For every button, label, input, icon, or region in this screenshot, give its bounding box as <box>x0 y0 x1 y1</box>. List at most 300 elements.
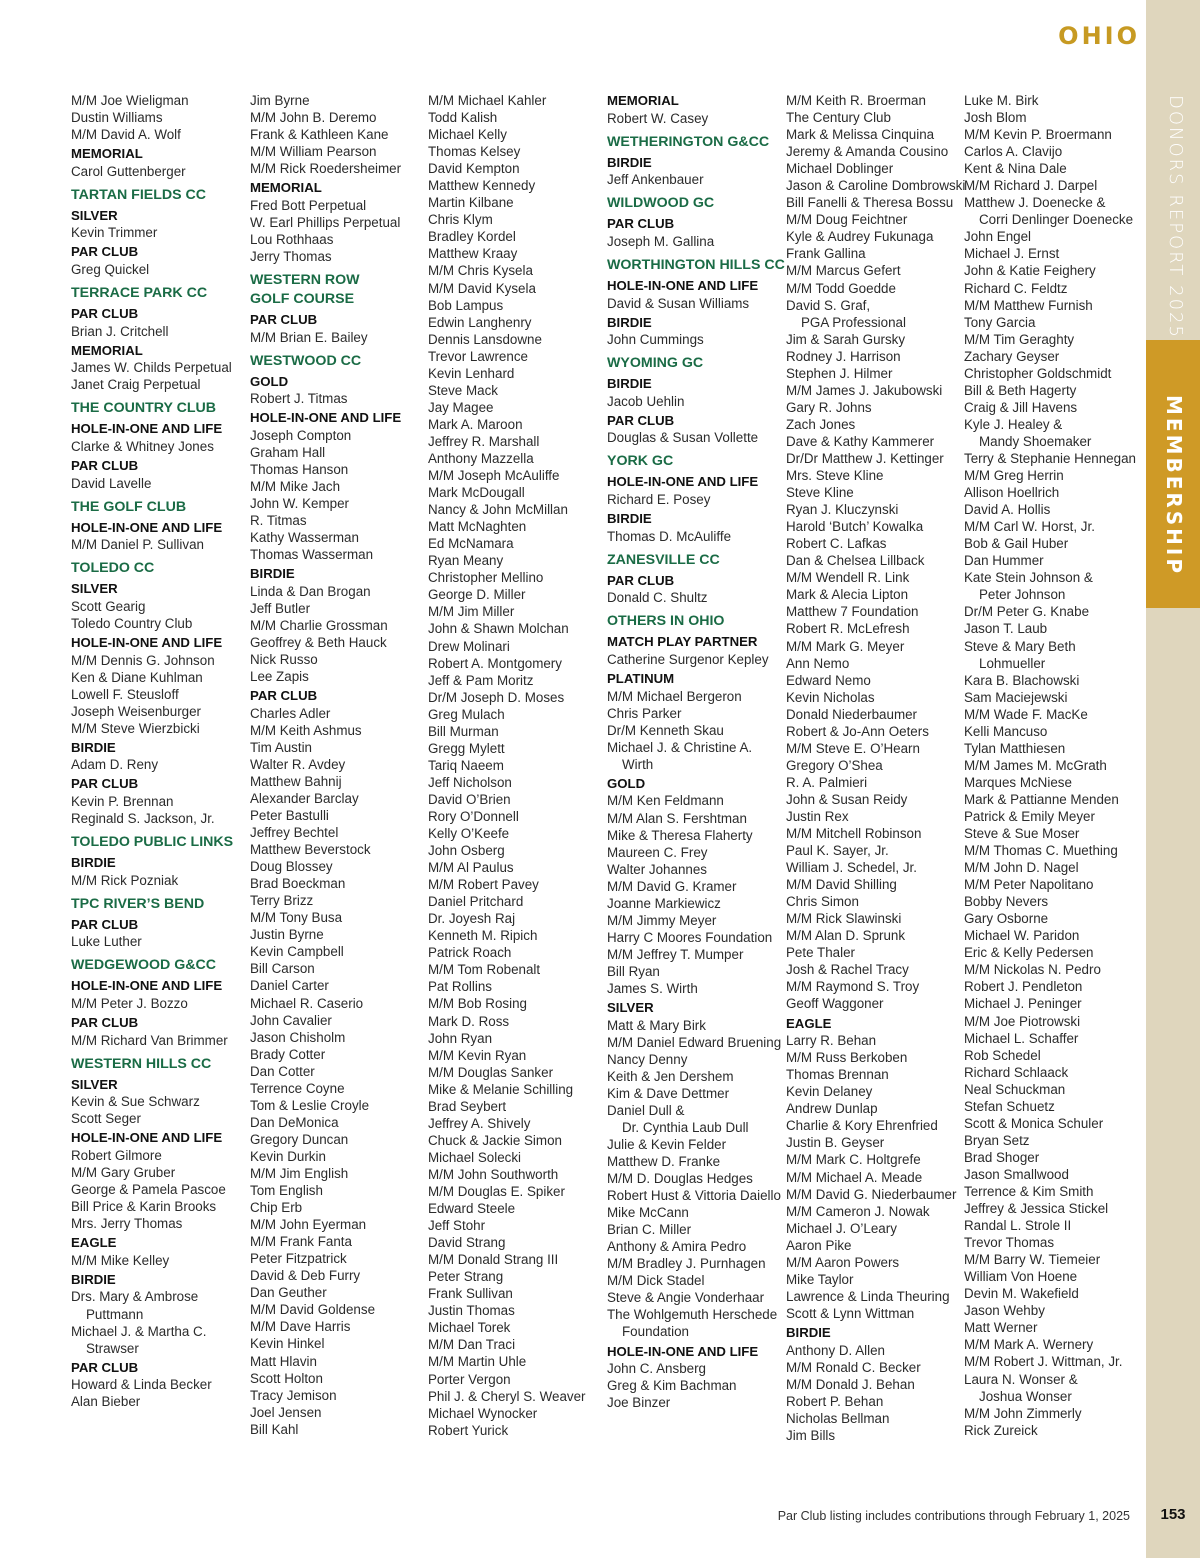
donor-name: R. A. Palmieri <box>786 774 868 790</box>
donor-name: Luke M. Birk <box>964 93 1039 108</box>
donor-name: Rory O’Donnell <box>428 808 519 824</box>
donor-name: John & Shawn Molchan <box>428 621 569 637</box>
donor-name: Drew Molinari <box>428 638 510 654</box>
donor-name-continued: Corri Denlinger Doenecke <box>979 212 1134 228</box>
donor-name: Bobby Nevers <box>964 894 1049 910</box>
donor-name: Jerry Thomas <box>250 248 332 264</box>
donor-name: Robert P. Behan <box>786 1393 884 1409</box>
donor-name: Janet Craig Perpetual <box>71 377 201 393</box>
giving-level-heading: PAR CLUB <box>250 688 318 704</box>
donor-name-continued: Joshua Wonser <box>979 1388 1072 1404</box>
donor-name: M/M John B. Deremo <box>250 110 377 126</box>
donor-name: Joseph Compton <box>250 427 352 443</box>
donor-name: Chip Erb <box>250 1200 303 1216</box>
donor-name: Geoff Waggoner <box>786 996 884 1012</box>
donor-name: M/M Rick Pozniak <box>71 872 179 888</box>
donor-name: Dan Hummer <box>964 553 1044 569</box>
donor-name-continued: Dr. Cynthia Laub Dull <box>622 1119 749 1135</box>
donor-name: M/M Joseph McAuliffe <box>428 468 560 484</box>
donor-name: Mike & Theresa Flaherty <box>607 827 753 843</box>
donor-name: M/M Rick Slawinski <box>786 911 902 927</box>
giving-level-heading: PAR CLUB <box>71 1015 139 1031</box>
donor-name: Harold ‘Butch’ Kowalka <box>786 519 924 535</box>
donor-name: Alexander Barclay <box>250 790 359 806</box>
club-heading: WYOMING GC <box>607 355 704 372</box>
donor-name: M/M Ken Feldmann <box>607 793 724 809</box>
donor-name: Michael J. Peninger <box>964 996 1082 1012</box>
donor-name: Graham Hall <box>250 444 326 460</box>
donor-name: M/M Douglas E. Spiker <box>428 1184 565 1199</box>
club-heading: WETHERINGTON G&CC <box>607 133 770 150</box>
donor-name: Robert & Jo-Ann Oeters <box>786 723 929 739</box>
donor-name: M/M Dave Harris <box>250 1319 351 1335</box>
donor-name: Lee Zapis <box>250 669 309 685</box>
donor-name: Justin B. Geyser <box>786 1135 885 1151</box>
donor-name: Marques McNiese <box>964 774 1072 790</box>
donor-name: Trevor Lawrence <box>428 348 528 364</box>
donor-name: M/M Jimmy Meyer <box>607 912 717 928</box>
donor-name: Dr/M Peter G. Knabe <box>964 604 1090 620</box>
donor-name: Michael Kelly <box>428 127 507 143</box>
donor-name: Phil J. & Cheryl S. Weaver <box>428 1388 586 1404</box>
donor-name: John C. Ansberg <box>607 1361 707 1377</box>
donor-name: Christopher Mellino <box>428 570 544 586</box>
donor-name: Kevin Campbell <box>250 944 344 960</box>
donor-name: Toledo Country Club <box>71 615 193 631</box>
donor-name: Bryan Setz <box>964 1132 1030 1148</box>
donor-name: Donald Niederbaumer <box>786 706 918 722</box>
donor-name: Greg Quickel <box>71 262 150 278</box>
donor-name: David & Deb Furry <box>250 1268 361 1284</box>
donor-name: M/M Bob Rosing <box>428 996 527 1012</box>
donor-name: Kelli Mancuso <box>964 723 1048 739</box>
donor-name: Nick Russo <box>250 652 318 668</box>
donor-name: Mark & Melissa Cinquina <box>786 127 935 143</box>
donor-name: M/M Joe Piotrowski <box>964 1013 1081 1029</box>
donor-name: Dr/M Kenneth Skau <box>607 722 724 738</box>
donor-name: Ann Nemo <box>786 655 850 671</box>
donor-name: Frank Sullivan <box>428 1286 513 1302</box>
donor-name: Peter Fitzpatrick <box>250 1251 347 1267</box>
donor-name: Pete Thaler <box>786 945 855 961</box>
donor-name: Edward Nemo <box>786 672 871 688</box>
donor-name: William J. Schedel, Jr. <box>786 860 917 876</box>
donor-name: M/M Dan Traci <box>428 1337 516 1353</box>
donor-name: John W. Kemper <box>250 496 349 512</box>
donor-name: Dustin Williams <box>71 110 163 126</box>
donor-name: Michael Doblinger <box>786 161 894 177</box>
giving-level-heading: BIRDIE <box>607 376 652 392</box>
donor-name: Richard E. Posey <box>607 492 711 508</box>
donor-name: Paul K. Sayer, Jr. <box>786 843 889 859</box>
donor-name: Jeff Butler <box>250 600 311 616</box>
donor-name: Devin M. Wakefield <box>964 1286 1079 1302</box>
donor-name: Brad Boeckman <box>250 876 346 892</box>
donor-name: John Cavalier <box>250 1012 332 1028</box>
donor-name: Justin Thomas <box>428 1303 515 1319</box>
donor-name: Richard Schlaack <box>964 1064 1069 1080</box>
donor-name: M/M Raymond S. Troy <box>786 979 920 995</box>
donor-name: Michael J. Ernst <box>964 246 1060 262</box>
donor-name: Robert Hust & Vittoria Daiello <box>607 1188 781 1204</box>
donor-name: Bill Kahl <box>250 1421 299 1437</box>
donor-name: Edward Steele <box>428 1201 516 1217</box>
donor-name: Catherine Surgenor Kepley <box>607 652 769 667</box>
giving-level-heading: BIRDIE <box>71 855 116 871</box>
donor-name: Robert J. Titmas <box>250 391 348 407</box>
club-heading: THE GOLF CLUB <box>71 498 187 515</box>
donor-name: M/M Donald Strang III <box>428 1252 559 1268</box>
donor-name: David O’Brien <box>428 791 511 807</box>
donor-name: Jim Bills <box>786 1427 836 1443</box>
donor-name: Tom & Leslie Croyle <box>250 1097 370 1113</box>
donor-name: Frank & Kathleen Kane <box>250 127 389 143</box>
donor-column-3 <box>428 92 604 1439</box>
donor-name: M/M Aaron Powers <box>786 1254 900 1270</box>
giving-level-heading: PAR CLUB <box>71 916 139 932</box>
donor-name: Mark & Pattianne Menden <box>964 791 1119 807</box>
donor-name: Adam D. Reny <box>71 757 159 773</box>
donor-name: Dan Cotter <box>250 1063 315 1079</box>
donor-name: Robert Gilmore <box>71 1148 162 1163</box>
donor-name: Matthew 7 Foundation <box>786 604 919 620</box>
donor-name: M/M Kevin Ryan <box>428 1047 527 1063</box>
donor-name: Jacob Uehlin <box>607 393 685 409</box>
donor-name: Matthew Beverstock <box>250 842 371 858</box>
giving-level-heading: HOLE-IN-ONE AND LIFE <box>607 277 759 293</box>
donor-name: Justin Byrne <box>250 927 324 943</box>
giving-level-heading: HOLE-IN-ONE AND LIFE <box>71 978 223 994</box>
donor-name: Chris Parker <box>607 705 682 721</box>
donor-name: David S. Graf, <box>786 297 871 313</box>
donor-name: Ed McNamara <box>428 536 514 552</box>
donor-name: Dennis Lansdowne <box>428 331 542 347</box>
donor-name: Kara B. Blachowski <box>964 672 1080 688</box>
donor-name: Matthew Kennedy <box>428 178 536 194</box>
donor-name: M/M Mark A. Wernery <box>964 1337 1094 1353</box>
club-heading: ZANESVILLE CC <box>607 551 720 568</box>
donor-name: Brady Cotter <box>250 1046 326 1062</box>
donor-name: M/M James J. Jakubowski <box>786 382 943 398</box>
donor-name: Jason Smallwood <box>964 1166 1069 1182</box>
giving-level-heading: EAGLE <box>71 1235 117 1251</box>
donor-name: M/M Charlie Grossman <box>250 617 388 633</box>
donor-name: Matthew D. Franke <box>607 1154 721 1169</box>
donor-name: Scott & Monica Schuler <box>964 1115 1104 1131</box>
giving-level-heading: PAR CLUB <box>71 776 139 792</box>
donor-name: M/M David A. Wolf <box>71 127 181 143</box>
donor-name: Bob Lampus <box>428 297 504 313</box>
donor-name: M/M Martin Uhle <box>428 1354 527 1370</box>
donor-name: M/M Keith R. Broerman <box>786 93 926 108</box>
donor-name: The Century Club <box>786 110 891 126</box>
donor-name: M/M Carl W. Horst, Jr. <box>964 519 1095 535</box>
donor-name: Lowell F. Steusloff <box>71 686 179 702</box>
donor-name: M/M James M. McGrath <box>964 757 1107 773</box>
donor-name: Fred Bott Perpetual <box>250 197 367 213</box>
donor-name: Dan & Chelsea Lillback <box>786 553 925 569</box>
donor-name: M/M Alan D. Sprunk <box>786 928 906 944</box>
donor-column-2 <box>250 92 426 1438</box>
donor-name: Laura N. Wonser & <box>964 1371 1078 1387</box>
donor-name: Kyle & Audrey Fukunaga <box>786 229 934 245</box>
donor-name: M/M Todd Goedde <box>786 280 896 296</box>
donor-name: Robert J. Pendleton <box>964 979 1083 995</box>
donor-name: Josh Blom <box>964 110 1027 126</box>
donor-name: Edwin Langhenry <box>428 314 532 330</box>
donor-name: Thomas Hanson <box>250 461 349 477</box>
donor-name: Douglas & Susan Vollette <box>607 430 759 446</box>
donor-name: Terry & Stephanie Hennegan <box>964 450 1136 466</box>
donor-name: Jim & Sarah Gursky <box>786 331 906 347</box>
donor-name: Lou Rothhaas <box>250 231 334 247</box>
donor-name: Porter Vergon <box>428 1371 511 1387</box>
donor-name: Tylan Matthiesen <box>964 740 1066 756</box>
donor-name: M/M Jeffrey T. Mumper <box>607 946 744 962</box>
donor-name: Tim Austin <box>250 739 313 755</box>
donor-name: Michael W. Paridon <box>964 928 1080 944</box>
donor-name: Daniel Carter <box>250 978 329 994</box>
donor-name: M/M Dennis G. Johnson <box>71 652 215 668</box>
donor-name: Steve & Mary Beth <box>964 638 1076 654</box>
donor-name: Anthony Mazzella <box>428 450 534 466</box>
donor-name-continued: Lohmueller <box>979 655 1046 671</box>
giving-level-heading: HOLE-IN-ONE AND LIFE <box>71 519 223 535</box>
donor-name: Robert A. Montgomery <box>428 655 562 671</box>
donor-name: Patrick & Emily Meyer <box>964 808 1095 824</box>
club-heading: TARTAN FIELDS CC <box>71 186 207 203</box>
donor-name: M/M Al Paulus <box>428 860 514 876</box>
giving-level-heading: PAR CLUB <box>71 458 139 474</box>
donor-name: M/M Marcus Gefert <box>786 263 901 279</box>
donor-name: David Kempton <box>428 161 520 177</box>
giving-level-heading: BIRDIE <box>607 511 652 527</box>
donor-name: Kevin Delaney <box>786 1084 873 1100</box>
donor-name: Joseph Weisenburger <box>71 703 202 719</box>
donor-name: Bill Price & Karin Brooks <box>71 1199 217 1215</box>
donor-name: Daniel Pritchard <box>428 894 524 910</box>
donor-name: Kent & Nina Dale <box>964 161 1067 177</box>
donor-name: Kevin P. Brennan <box>71 794 174 810</box>
donor-name: Robert W. Casey <box>607 110 709 126</box>
donor-name: Robert C. Lafkas <box>786 536 887 552</box>
donor-name: Bill Ryan <box>607 963 660 979</box>
donor-name: Julie & Kevin Felder <box>607 1136 727 1152</box>
donor-name: M/M Steve Wierzbicki <box>71 720 200 736</box>
donor-name: Chuck & Jackie Simon <box>428 1132 562 1148</box>
donor-name: Mark & Alecia Lipton <box>786 587 909 603</box>
donor-name: Terrence Coyne <box>250 1080 345 1096</box>
donor-name: Jason T. Laub <box>964 621 1048 637</box>
donor-name: Steve & Sue Moser <box>964 826 1080 842</box>
giving-level-heading: HOLE-IN-ONE AND LIFE <box>250 410 402 426</box>
giving-level-heading: PAR CLUB <box>250 312 318 328</box>
donor-name: Thomas Wasserman <box>250 547 374 563</box>
donor-name: Brad Seybert <box>428 1098 507 1114</box>
donor-name: M/M Mike Kelley <box>71 1252 170 1268</box>
donor-name: Mike & Melanie Schilling <box>428 1081 574 1097</box>
donor-name: M/M Mitchell Robinson <box>786 826 922 842</box>
donor-name: Jay Magee <box>428 399 494 415</box>
donor-name: Zach Jones <box>786 416 856 432</box>
donor-name: M/M Mark C. Holtgrefe <box>786 1152 921 1168</box>
donor-name: Harry C Moores Foundation <box>607 929 773 945</box>
donor-name: Anthony D. Allen <box>786 1342 886 1358</box>
donor-name: Patrick Roach <box>428 945 512 961</box>
donor-name: Jason Chisholm <box>250 1029 346 1045</box>
club-heading: WEDGEWOOD G&CC <box>71 957 217 974</box>
donor-name: Brian C. Miller <box>607 1222 692 1238</box>
donor-name: Josh & Rachel Tracy <box>786 962 909 978</box>
donor-name: Craig & Jill Havens <box>964 399 1078 415</box>
giving-level-heading: BIRDIE <box>607 154 652 170</box>
donor-name: Larry R. Behan <box>786 1033 877 1049</box>
donor-name: Bill Carson <box>250 961 315 977</box>
donor-name: Kevin Nicholas <box>786 689 875 705</box>
page-number: 153 <box>1160 1506 1186 1523</box>
donor-name: Michael J. & Martha C. <box>71 1323 207 1339</box>
donor-name: M/M Alan S. Fershtman <box>607 810 747 826</box>
donor-name: Reginald S. Jackson, Jr. <box>71 811 215 827</box>
donor-name: Kevin Hinkel <box>250 1336 325 1352</box>
giving-level-heading: MEMORIAL <box>250 180 322 196</box>
giving-level-heading: HOLE-IN-ONE AND LIFE <box>71 635 223 650</box>
giving-level-heading: BIRDIE <box>71 739 116 755</box>
donor-name: Richard C. Feldtz <box>964 280 1068 296</box>
donor-name: Michael Torek <box>428 1320 511 1336</box>
donor-name: R. Titmas <box>250 513 307 529</box>
donor-name: M/M Steve E. O’Hearn <box>786 740 920 756</box>
donor-column-4 <box>607 92 783 1411</box>
donor-name: Rob Schedel <box>964 1047 1041 1063</box>
donor-name: Doug Blossey <box>250 859 333 875</box>
donor-name: Clarke & Whitney Jones <box>71 438 214 454</box>
donor-name: Mark A. Maroon <box>428 416 523 432</box>
donor-name: Steve Mack <box>428 382 498 398</box>
donor-name: Kevin Trimmer <box>71 225 158 241</box>
donor-name: Ryan J. Kluczynski <box>786 502 899 518</box>
donor-name: M/M John Eyerman <box>250 1217 367 1233</box>
donor-name: Dr/M Joseph D. Moses <box>428 689 565 705</box>
donor-name: W. Earl Phillips Perpetual <box>250 214 401 230</box>
donor-name: Ken & Diane Kuhlman <box>71 669 203 685</box>
donor-name: Pat Rollins <box>428 979 493 995</box>
donor-name: M/M Cameron J. Nowak <box>786 1203 930 1219</box>
donor-name: M/M Michael Bergeron <box>607 688 742 704</box>
donor-name: Rick Zureick <box>964 1422 1038 1438</box>
donor-name: Gregory O’Shea <box>786 757 883 773</box>
donor-name: Matthew Bahnij <box>250 773 342 789</box>
donor-name: Mrs. Steve Kline <box>786 468 884 484</box>
donor-name: Daniel Dull & <box>607 1102 685 1118</box>
donor-name: John & Katie Feighery <box>964 263 1096 279</box>
donor-name: Linda & Dan Brogan <box>250 583 371 599</box>
donor-name: M/M Thomas C. Muething <box>964 843 1118 859</box>
donor-name: Gregg Mylett <box>428 740 505 756</box>
donor-name: M/M Tim Geraghty <box>964 331 1075 347</box>
donor-name: Michael J. O’Leary <box>786 1220 897 1236</box>
giving-level-heading: BIRDIE <box>250 566 295 582</box>
donor-name: Stefan Schuetz <box>964 1098 1055 1114</box>
donor-name: Matt Werner <box>964 1320 1038 1336</box>
giving-level-heading: MEMORIAL <box>71 146 143 162</box>
donor-name: Kate Stein Johnson & <box>964 570 1093 586</box>
donor-name: M/M Frank Fanta <box>250 1234 352 1250</box>
giving-level-heading: HOLE-IN-ONE AND LIFE <box>71 1130 223 1146</box>
donor-name: Joel Jensen <box>250 1404 322 1420</box>
donor-name: Steve & Angie Vonderhaar <box>607 1290 765 1306</box>
donor-name: M/M David Kysela <box>428 280 536 296</box>
donor-name: M/M Keith Ashmus <box>250 722 362 738</box>
donor-name: M/M Donald J. Behan <box>786 1376 915 1392</box>
club-heading: TPC RIVER’S BEND <box>71 895 205 912</box>
donor-name: Terrence & Kim Smith <box>964 1184 1094 1199</box>
giving-level-heading: BIRDIE <box>607 314 652 330</box>
donor-name: Michael L. Schaffer <box>964 1030 1079 1046</box>
donor-name: Scott Gearig <box>71 598 146 614</box>
donor-name: Terry Brizz <box>250 893 314 909</box>
donor-name: M/M Barry W. Tiemeier <box>964 1252 1101 1268</box>
club-heading: GOLF COURSE <box>250 291 355 308</box>
donor-name: Mrs. Jerry Thomas <box>71 1216 183 1232</box>
donor-name: M/M William Pearson <box>250 144 377 160</box>
donor-name: M/M Ronald C. Becker <box>786 1359 921 1375</box>
giving-level-heading: BIRDIE <box>71 1271 116 1287</box>
donor-name: Thomas Kelsey <box>428 144 521 160</box>
giving-level-heading: BIRDIE <box>786 1324 831 1340</box>
donor-name: M/M Mike Jach <box>250 479 341 495</box>
donor-name: M/M Joe Wieligman <box>71 93 189 108</box>
donor-column-1 <box>71 92 247 1410</box>
giving-level-heading: GOLD <box>607 775 646 791</box>
donor-name: Kim & Dave Dettmer <box>607 1085 730 1101</box>
donor-name: M/M Jim English <box>250 1166 349 1181</box>
donor-name: M/M John D. Nagel <box>964 860 1079 876</box>
donor-name-continued: Mandy Shoemaker <box>979 433 1092 449</box>
donor-name: George D. Miller <box>428 587 526 603</box>
donor-name: Matt & Mary Birk <box>607 1017 706 1033</box>
giving-level-heading: PAR CLUB <box>71 306 139 322</box>
club-heading: TOLEDO CC <box>71 560 155 577</box>
giving-level-heading: SILVER <box>71 1076 118 1092</box>
donor-name: Gary Osborne <box>964 911 1049 927</box>
giving-level-heading: PAR CLUB <box>607 412 675 428</box>
donor-name: Frank Gallina <box>786 246 866 262</box>
donor-name: David & Susan Williams <box>607 295 750 311</box>
donor-name: Sam Maciejewski <box>964 689 1068 705</box>
donor-name: M/M Nickolas N. Pedro <box>964 962 1101 978</box>
donor-column-5 <box>786 92 966 1444</box>
donor-name: Jeremy & Amanda Cousino <box>786 144 949 160</box>
donor-name: Bill Fanelli & Theresa Bossu <box>786 195 954 211</box>
donor-name: M/M David Goldense <box>250 1302 376 1318</box>
donor-name: M/M Richard J. Darpel <box>964 178 1098 194</box>
section-title: MEMBERSHIP <box>1162 395 1186 577</box>
donor-name: Scott & Lynn Wittman <box>786 1305 915 1321</box>
donor-name: Trevor Thomas <box>964 1235 1055 1251</box>
donor-name: The Wohlgemuth Herschede <box>607 1307 778 1323</box>
donor-name: Jeff Ankenbauer <box>607 172 704 188</box>
donor-name: Charlie & Kory Ehrenfried <box>786 1118 938 1134</box>
donor-name: M/M Bradley J. Purnhagen <box>607 1256 766 1272</box>
donor-name: M/M Daniel P. Sullivan <box>71 537 204 553</box>
donor-name: Mark McDougall <box>428 485 525 501</box>
donor-name: Matt Hlavin <box>250 1353 317 1369</box>
giving-level-heading: PAR CLUB <box>71 244 139 260</box>
club-heading: WILDWOOD GC <box>607 195 715 212</box>
donor-name: M/M Greg Herrin <box>964 468 1064 484</box>
donor-name: Michael J. & Christine A. <box>607 739 753 755</box>
